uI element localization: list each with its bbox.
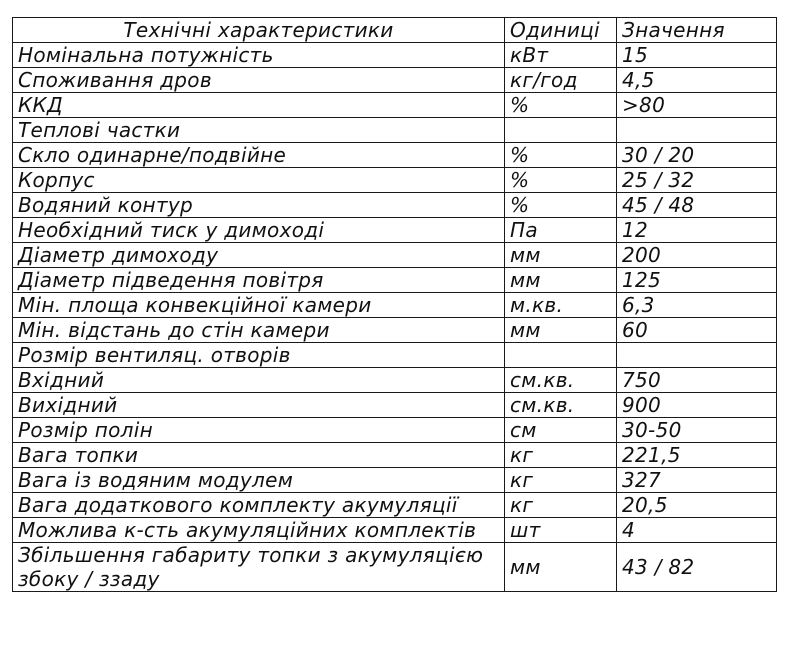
table-row xyxy=(13,143,777,168)
row-unit-cell: % xyxy=(505,143,617,168)
row-value-cell: 45 / 48 xyxy=(617,193,777,218)
table-header-row xyxy=(13,18,777,43)
row-value-cell: 43 / 82 xyxy=(617,543,777,592)
table-row xyxy=(13,268,777,293)
row-value-cell: >80 xyxy=(617,93,777,118)
table-row xyxy=(13,168,777,193)
table-section-row xyxy=(13,343,777,368)
table-row xyxy=(13,68,777,93)
table-row xyxy=(13,93,777,118)
row-name-cell: Діаметр димоходу xyxy=(13,243,505,268)
row-name-cell: Водяний контур xyxy=(13,193,505,218)
row-value-cell: 125 xyxy=(617,268,777,293)
table-row xyxy=(13,368,777,393)
row-name-cell: Розмір полін xyxy=(13,418,505,443)
table-row xyxy=(13,318,777,343)
row-name-cell: Мін. площа конвекційної камери xyxy=(13,293,505,318)
row-unit-cell: мм xyxy=(505,268,617,293)
row-value-cell xyxy=(617,343,777,368)
row-value-cell: 12 xyxy=(617,218,777,243)
row-unit-cell: % xyxy=(505,193,617,218)
table-row xyxy=(13,443,777,468)
row-name-cell: Вихідний xyxy=(13,393,505,418)
row-value-cell xyxy=(617,118,777,143)
table-row xyxy=(13,293,777,318)
column-header-characteristics: Технічні характеристики xyxy=(13,18,505,43)
row-unit-cell xyxy=(505,343,617,368)
row-value-cell: 200 xyxy=(617,243,777,268)
row-name-cell: Можлива к-сть акумуляційних комплектів xyxy=(13,518,505,543)
row-value-cell: 4,5 xyxy=(617,68,777,93)
row-unit-cell: кг xyxy=(505,443,617,468)
row-unit-cell: см xyxy=(505,418,617,443)
row-name-cell: Збільшення габариту топки з акумуляцією збоку / ззаду xyxy=(13,543,505,592)
row-value-cell: 20,5 xyxy=(617,493,777,518)
row-unit-cell: кг/год xyxy=(505,68,617,93)
row-unit-cell: шт xyxy=(505,518,617,543)
row-unit-cell: см.кв. xyxy=(505,368,617,393)
table-row xyxy=(13,543,777,592)
table-row xyxy=(13,218,777,243)
row-unit-cell: % xyxy=(505,168,617,193)
row-value-cell: 15 xyxy=(617,43,777,68)
row-unit-cell: мм xyxy=(505,243,617,268)
spec-sheet xyxy=(12,17,776,592)
table-row xyxy=(13,518,777,543)
row-name-cell: Номінальна потужність xyxy=(13,43,505,68)
row-unit-cell: мм xyxy=(505,543,617,592)
row-value-cell: 750 xyxy=(617,368,777,393)
row-value-cell: 30-50 xyxy=(617,418,777,443)
row-unit-cell: мм xyxy=(505,318,617,343)
row-unit-cell: % xyxy=(505,93,617,118)
row-value-cell: 4 xyxy=(617,518,777,543)
row-value-cell: 25 / 32 xyxy=(617,168,777,193)
table-row xyxy=(13,493,777,518)
row-name-cell: Вага із водяним модулем xyxy=(13,468,505,493)
row-unit-cell: см.кв. xyxy=(505,393,617,418)
table-row xyxy=(13,418,777,443)
row-name-cell: ККД xyxy=(13,93,505,118)
row-name-cell: Необхідний тиск у димоході xyxy=(13,218,505,243)
row-name-cell: Вага топки xyxy=(13,443,505,468)
row-value-cell: 900 xyxy=(617,393,777,418)
section-name-cell: Розмір вентиляц. отворів xyxy=(13,343,505,368)
row-name-cell: Споживання дров xyxy=(13,68,505,93)
table-section-row xyxy=(13,118,777,143)
row-name-cell: Діаметр підведення повітря xyxy=(13,268,505,293)
row-unit-cell: м.кв. xyxy=(505,293,617,318)
section-name-cell: Теплові частки xyxy=(13,118,505,143)
table-row xyxy=(13,193,777,218)
table-row xyxy=(13,43,777,68)
row-unit-cell: кг xyxy=(505,468,617,493)
column-header-value: Значення xyxy=(617,18,777,43)
table-row xyxy=(13,393,777,418)
row-value-cell: 30 / 20 xyxy=(617,143,777,168)
table-row xyxy=(13,468,777,493)
row-value-cell: 221,5 xyxy=(617,443,777,468)
row-name-cell: Вага додаткового комплекту акумуляції xyxy=(13,493,505,518)
row-name-cell: Скло одинарне/подвійне xyxy=(13,143,505,168)
row-name-cell: Корпус xyxy=(13,168,505,193)
row-unit-cell: кВт xyxy=(505,43,617,68)
row-value-cell: 327 xyxy=(617,468,777,493)
row-value-cell: 60 xyxy=(617,318,777,343)
row-unit-cell xyxy=(505,118,617,143)
row-unit-cell: кг xyxy=(505,493,617,518)
row-name-cell: Мін. відстань до стін камери xyxy=(13,318,505,343)
specifications-table xyxy=(12,17,777,592)
row-name-cell: Вхідний xyxy=(13,368,505,393)
column-header-units: Одиниці xyxy=(505,18,617,43)
table-row xyxy=(13,243,777,268)
row-unit-cell: Па xyxy=(505,218,617,243)
row-value-cell: 6,3 xyxy=(617,293,777,318)
